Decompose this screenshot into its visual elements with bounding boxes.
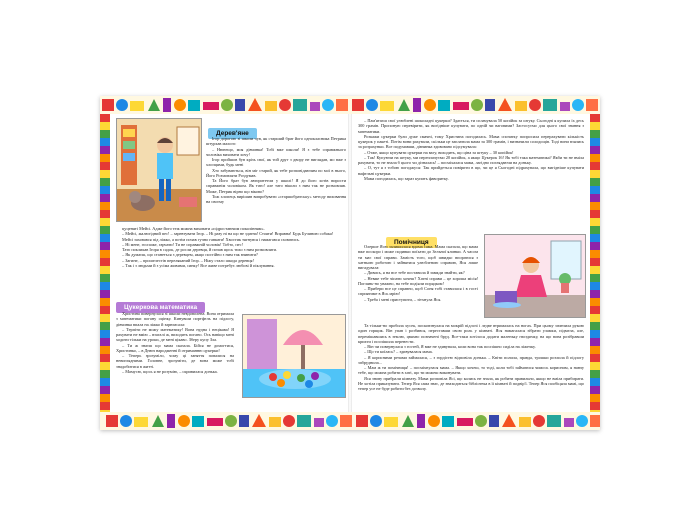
right-page	[356, 116, 588, 412]
boy-and-dog-illustration	[116, 118, 202, 222]
toy-border-bottom	[100, 412, 600, 430]
story-text-matematyka: Христина повернулася зі школи невдоволена. Вона отримала з математики погану оцінку. Кинувши портфель на підлогу, дівчинка впала на ліжко й зарюмсала: – Терпіти не можу математику! Вона нудна і нецікава! Я рахувати не вмію – взагалі ж, виходить погано. Ось навіщо мені ходити тільки на уроки, де мені цікаво. Зберу купу Зла. – Ти ж знаєш що мама сказала. Бійся не домогтися, Христинко, – в Днюч народженні й отриманню цукерки! – Теперь зрозуміло, чому ці заняття повалися на невиглядними. Головне, зрозуміти, де вона може тобі знадобитися в житті. – Мамусю, щось я не розумію, – скривилася донька.	[116, 311, 234, 374]
story-title-matematyka: Цукеркова математика	[116, 302, 205, 313]
story-text-matematyka-cont: – Пам'ятаєш свої улюблені шоколадні цукерки? Здається, ти сплачувала 50 копійок за штуку. Сьогодні я купила їх десь 300 грамів. Пропоную перевірити, як вигідніше купувати, по одній чи ваговими? Застосуємо для цього свої знання з математики. Розкажи цукерки були дуже смачні, тому Христина погодилась. Мама спочатку попросила перерахувати кількість цукерок у пакеті. Потім вони рахували, скільки це заплатила мама за 300 грамів, і визначили солодощів. Тоді вони взялись за розрахунки. Все подумавши, дівчинка здивовано підсумувала: – Отже, якщо купувати цукерки на вагу, виходить, що ціна за штуку – 30 копійок! – Так! Купуючи на штуку, ми переплачуємо 20 копійок, а якщо Цукерок 16! Як тобі така математика? Якби ти не вміла рахувати, то не знала б цього чи дізналась! – посміхалася мама, лагідно поглядаючи на доньку. – О, тут я з тобою погоджуся: Так прийдеться повірити в що, чи це я Сьогодні підрахувала, що вигідніше купувати вафельні цукерки. Мама погодилась, що зараз купить фаворитку.	[358, 118, 584, 181]
story-text-pomichnytsia-top: Олерше Ясю залишилася вдома сама. Мама сказала, що мама вже поскоро і може подивки поїхати до Зельної ялинки. А часом ти має свої справи. Замість того, щоб швидко впоратися з хатньою роботою і зайнятися улюбленою справою, Яся лише вигадувала: – Дивись, я на все тебе поставила й завжди знайти, як? – Невже тебе чіпати хочеш? Хатні справи – це хороша місія! Поглянь-но уважно, на тебе подіяли порядком! – Прибери все це справно, щоб Соня тобі ставилася і в гості сприятиме в Ясь мрію! – Треба і мені приступити, – зітхнула Яся.	[358, 244, 478, 302]
story-title-dereviye: Дерев'яне	[208, 128, 257, 139]
story-text-dereviye-bottom: цуценяті Мейсі. Адже його теж можна виховати «підростаючим поколінням». – Мейсі, жалюгідний пес! – заревтувати Ігор. – Ні разу ні на що не здатна! Стояти! Вправна! Будь Бучиною собака! Мейсі заховався під ліжко, а потім почав гучно гавкати! Хвостик тягнувся і намагався сховатись. – Ні мене, госпоже, гарчати! Ти не справжній чоловік! Тобто, пес! Тато покликав Ігоря в садок, де росли деревця, й почав щось тихо з ним розмовляти. – Як думаєш, що станеться з деревцем, якщо постійно з ним так вчинити? – Загине, – прошелестів переляканий Ігор. – Ніжу стало шкода деревця! – Так і з людьми й з усіма живими, синку! Все живе потребує любові й піклування.	[122, 226, 334, 268]
left-page	[114, 116, 346, 412]
story-text-pomichnytsia-bottom: Та тільки-но пробила хусек, посковзнулася на мокрій підлозі і ледве втрималась на ногах. При цьому зачепила рукою один горщик. Він упав і розбився, переставши свою роль у кімнаті. Яся намагалася зібрати уламки, підмела, але, перемішавшись в землю, цвяхно позначені бруд. Все-таки хотілося додати маленьку гвоздичку, на що вона розібравши крихти і поспішила перенести. – Він чи повернулася з гостей, Я вже не здивувала, коли вона так поспішно сиділа на ліжечку. – Що ти коїлась? – здивувалася мама. – Я корисними речами займалася, – з гордістю відповіла донька. – Квіти полила, правда, трошки розлила й підлогу забруднила... – Мам ж ти помічниця! – посміхнулася мама. – Якщо хочеш, то тоді, коли тобі займатися чимось корисним, я навчу тебе, що можна робити в хаті, що ти можеш виконувати. Яся знову прибрали кімнату. Мама розповіла Ясі, що колись не знала, як робити правильно, якщо не вміла прибирати. Не хотіла приказувати. Тепер Яся сама знає, де знаходиться бібліотека в її кімнаті й подвір'ї. Тепер Яся пообіцяла мамі, що тепер усе не буде робити без дозволу.	[358, 323, 584, 391]
book-spread	[100, 96, 600, 430]
toy-border-top	[100, 96, 600, 114]
story-title-pomichnytsia: Помічниця	[386, 237, 437, 248]
girl-cleaning-illustration	[484, 234, 586, 318]
toy-border-left	[100, 114, 110, 412]
story-text-dereviye-top: Ігор дорогою зі школи чув, як старший брат його однокласника Петрика штурхав малого: – Нюнещо, моя дівчинка! Тобі вже школи! Я з тебе справжнього чоловіка виховати хочу! Ігор пройшов був крізь свої, як той друг з двору не виглядав, мо вже з хлопцями, будь мені Хто забуваються, він міг старий, як тебе розповідаючим по мої в нього, Його Розмовляти Роздумав. Та Його брат був авторитетом у школі! Я до його хотів вирости справжнім чоловіком. Як тато! але тато ніколи з ним так не розмовляв. Може, Петрик вірно що віково? Тож хлопець вирішив випробувати «старшобратську» методу виховання на своєму	[206, 136, 346, 204]
toy-border-right	[590, 114, 600, 412]
book-spine	[348, 114, 352, 412]
candies-illustration	[242, 314, 346, 398]
